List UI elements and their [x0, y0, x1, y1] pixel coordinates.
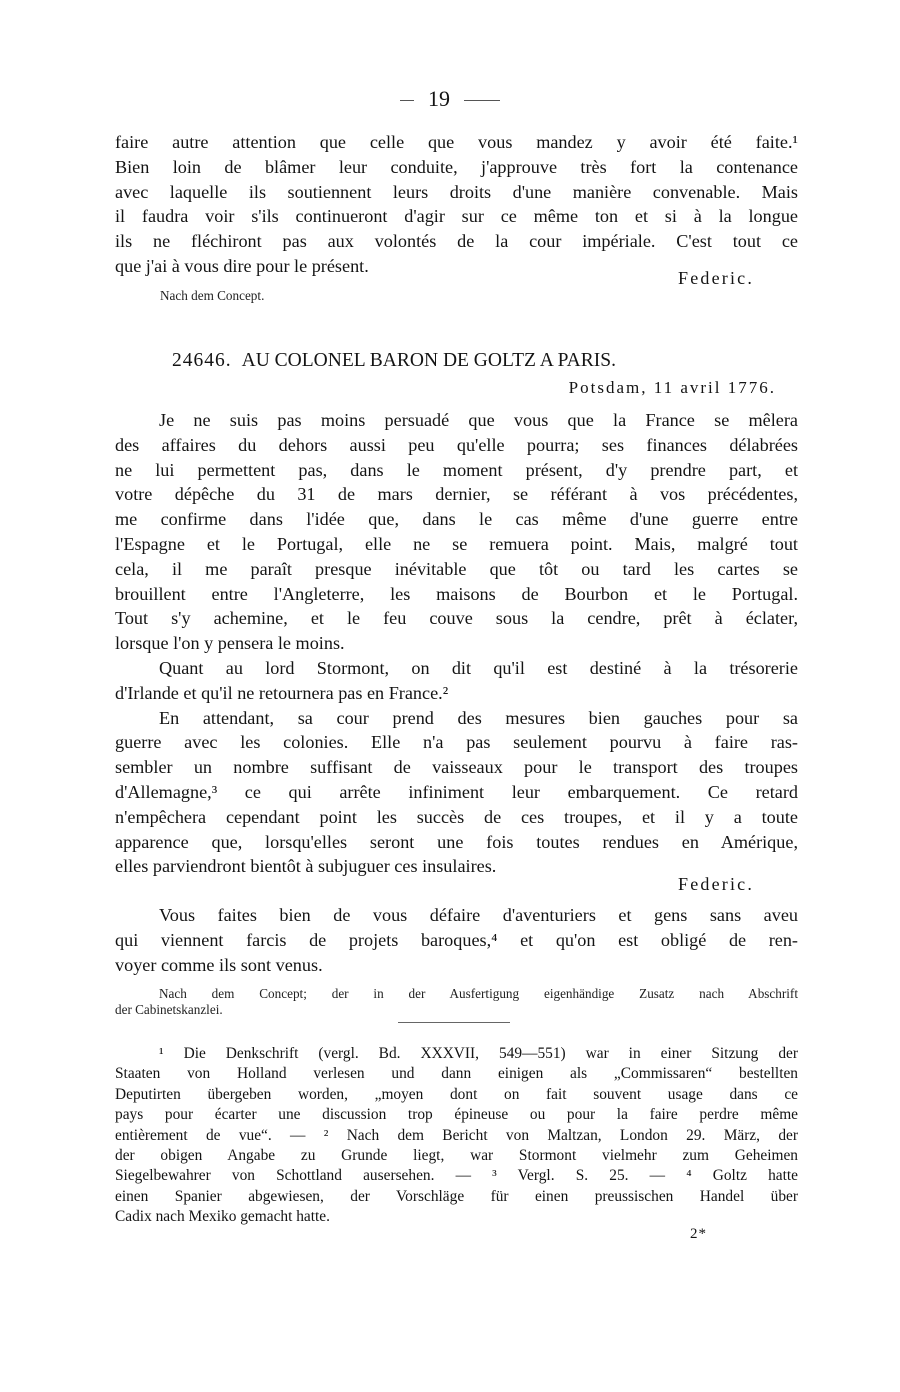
text-line: brouillent entre l'Angleterre, les maisons de Bourbon et le Portugal. — [115, 583, 798, 604]
text-line: cela, il me paraît presque inévitable que tôt ou tard les cartes se — [115, 558, 798, 579]
signature: Federic. — [678, 874, 755, 894]
footnotes — [115, 1044, 798, 1228]
text-line: qui viennent farcis de projets baroques,⁴ et qu'on est obligé de ren- — [115, 929, 798, 950]
footnote-line: der obigen Angabe zu Grunde liegt, war Stormont vielmehr zum Geheimen — [115, 1147, 798, 1165]
text-line: En attendant, sa cour prend des mesures bien gauches pour sa — [159, 707, 798, 728]
text-line: d'Allemagne,³ ce qui arrête infiniment leur embarquement. Ce retard — [115, 781, 798, 802]
text-line: des affaires du dehors aussi peu qu'elle pourra; ses finances délabrées — [115, 434, 798, 455]
place-date: Potsdam, 11 avril 1776. — [568, 378, 776, 397]
text-line: n'empêchera cependant point les succès de ces troupes, et il y a toute — [115, 806, 798, 827]
letter-heading — [172, 348, 616, 374]
footnote-divider — [398, 1022, 510, 1023]
text-line: Quant au lord Stormont, on dit qu'il est destiné à la trésorerie — [159, 657, 798, 678]
text-line: l'Espagne et le Portugal, elle ne se remuera point. Mais, malgré tout — [115, 533, 798, 554]
text-line: avec laquelle ils soutiennent leurs droits d'une manière convenable. Mais — [115, 181, 798, 202]
footnote-line: Cadix nach Mexiko gemacht hatte. — [115, 1208, 330, 1226]
source-note: Nach dem Concept. — [160, 288, 265, 303]
footnote-line: Staaten von Holland verlesen und dann einigen als „Commissaren“ bestellten — [115, 1065, 798, 1083]
text-line: der Cabinetskanzlei. — [115, 1002, 223, 1017]
footnote-line: Siegelbewahrer von Schottland ausersehen. — ³ Vergl. S. 25. — ⁴ Goltz hatte — [115, 1167, 798, 1185]
text-line: elles parviendront bientôt à subjuguer ces insulaires. — [115, 856, 497, 877]
text-line: faire autre attention que celle que vous mandez y avoir été faite.¹ — [115, 132, 798, 152]
text-line: Je ne suis pas moins persuadé que vous que la France se mêlera — [159, 410, 798, 430]
footnote-line: Deputirten übergeben worden, „moyen dont on fait souvent usage dans ce — [115, 1085, 798, 1103]
text-line: sembler un nombre suffisant de vaisseaux pour le transport des troupes — [115, 757, 798, 778]
footnote-line: pays pour écarter une discussion trop épineuse ou pour la faire perdre même — [115, 1106, 798, 1124]
text-line: ne lui permettent pas, dans le moment présent, d'y prendre part, et — [115, 459, 798, 480]
text-line: apparence que, lorsqu'elles seront une fois toutes rendues en Amérique, — [115, 831, 798, 852]
text-line: ils ne fléchiront pas aux volontés de la cour impériale. C'est tout ce — [115, 231, 798, 252]
text-line: que j'ai à vous dire pour le présent. — [115, 255, 369, 276]
letter-title: AU COLONEL BARON DE GOLTZ A PARIS. — [241, 350, 616, 371]
text-line: Bien loin de blâmer leur conduite, j'approuve très fort la contenance — [115, 156, 798, 177]
header-rule-right — [464, 100, 500, 101]
source-note — [115, 986, 798, 1018]
page-header — [0, 86, 900, 113]
text-line: votre dépêche du 31 de mars dernier, se référant à vos précédentes, — [115, 484, 798, 505]
text-line: Vous faites bien de vous défaire d'aventuriers et gens sans aveu — [159, 905, 798, 925]
text-line: il faudra voir s'ils continueront d'agir sur ce même ton et si à la longue — [115, 206, 798, 227]
page-number: 19 — [428, 86, 450, 111]
text-line: guerre avec les colonies. Elle n'a pas seulement pourvu à faire ras- — [115, 732, 798, 753]
footnote-line: einen Spanier abgewiesen, der Vorschläge für einen preussischen Handel über — [115, 1187, 798, 1205]
text-line: voyer comme ils sont venus. — [115, 954, 323, 975]
text-line: me confirme dans l'idée que, dans le cas même d'une guerre entre — [115, 509, 798, 530]
text-line: Tout s'y achemine, et le feu couve sous la cendre, prêt à éclater, — [115, 608, 798, 629]
previous-letter-text — [115, 130, 798, 279]
letter-number: 24646. — [172, 350, 232, 371]
sheet-signature: 2* — [690, 1226, 707, 1242]
postscript — [115, 903, 798, 977]
header-rule-left — [400, 100, 414, 101]
footnote-line: entièrement de vue“. — ² Nach dem Bericht von Maltzan, London 29. März, der — [115, 1126, 798, 1144]
signature: Federic. — [678, 268, 755, 288]
footnote-line: ¹ Die Denkschrift (vergl. Bd. XXXVII, 549—551) war in einer Sitzung der — [159, 1045, 798, 1062]
letter-body — [115, 408, 798, 879]
text-line: d'Irlande et qu'il ne retournera pas en France.² — [115, 682, 449, 703]
text-line: lorsque l'on y pensera le moins. — [115, 633, 345, 654]
text-line: Nach dem Concept; der in der Ausfertigung eigenhändige Zusatz nach Abschrift — [159, 986, 798, 1001]
